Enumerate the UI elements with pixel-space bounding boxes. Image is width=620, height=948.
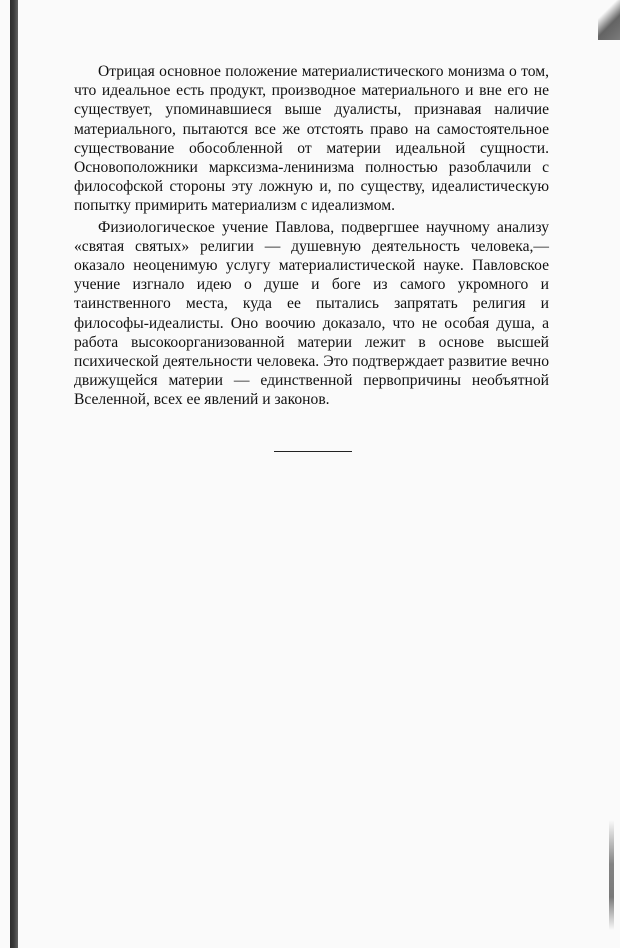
paragraph-2: Физиологическое учение Павлова, подвергшее научному анализу «святая святых» религии — душевную деятельность человека,— оказало неоценимую услугу материалистической науке. Павловское учение изгнало идею о душе и боге из самого укромного и таинственного места, куда ее пытались запрятать религия и философы-идеалисты. Оно воочию доказало, что не особая душа, а работа высокоорганизованной материи лежит в основе высшей психической деятельности человека. Это подтверждает развитие вечно движущейся материи — единственной первопричины необъятной Вселенной, всех ее явлений и законов.: [74, 218, 549, 409]
scan-artifact-bottom-right: [609, 820, 614, 930]
body-text: [74, 62, 549, 410]
paragraph-1: Отрицая основное положение материалистического монизма о том, что идеальное есть продукт, производное материального и вне его не существует, упоминавшиеся выше дуалисты, признавая наличие материального, пытаются все же отстоять право на самостоятельное существование обособленной от материи идеальной сущности. Основоположники марксизма-ленинизма полностью разоблачили с философской стороны эту ложную и, по существу, идеалистическую попытку примирить материализм с идеализмом.: [74, 63, 549, 215]
section-divider-rule: [274, 451, 352, 452]
scan-artifact-top-right: [598, 0, 620, 40]
page-binding-edge: [10, 0, 18, 948]
